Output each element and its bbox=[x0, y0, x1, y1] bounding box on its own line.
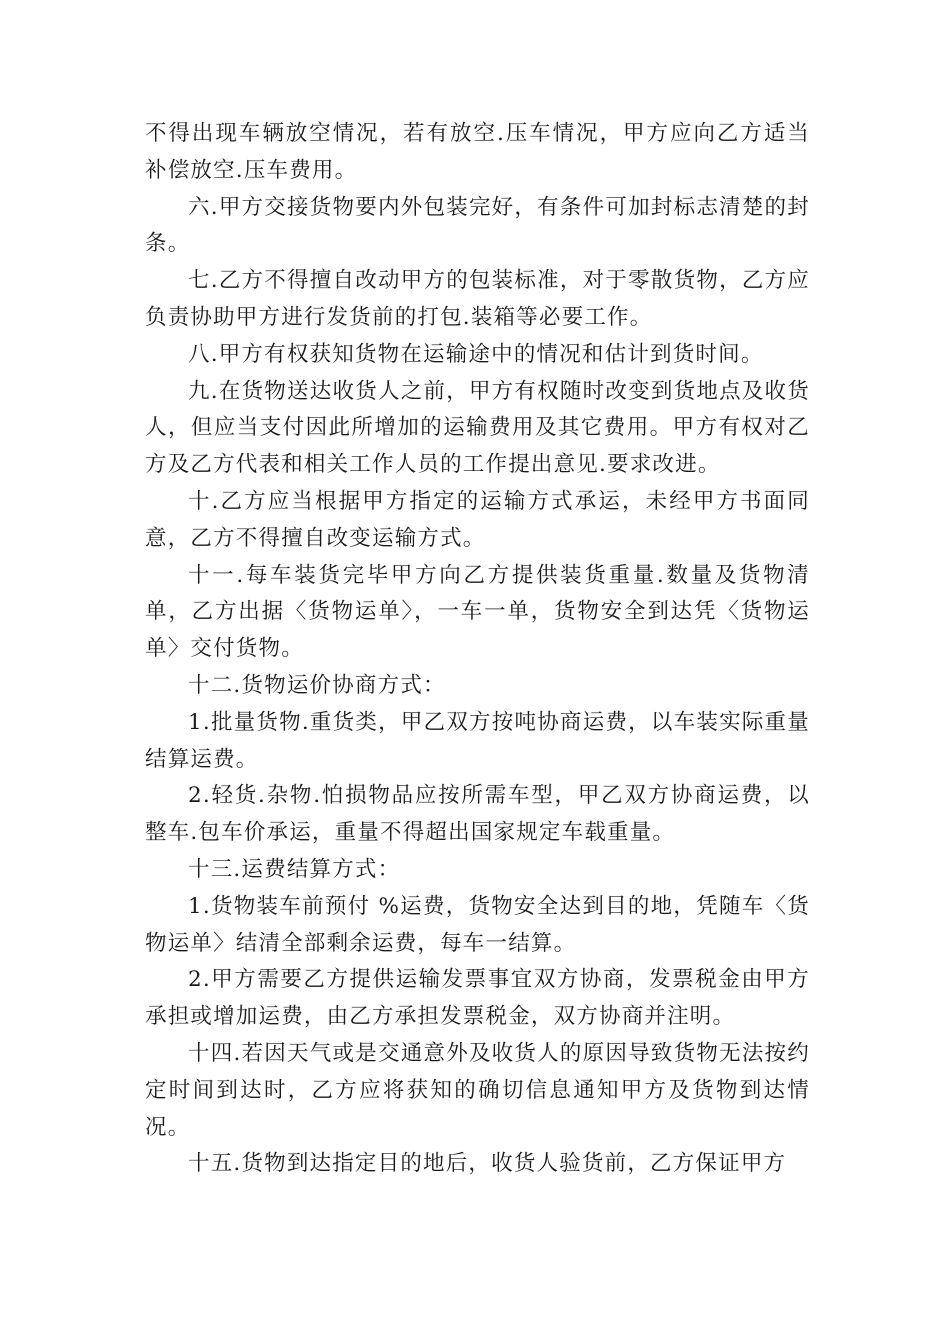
paragraph-clause-12-heading: 十二.货物运价协商方式： bbox=[188, 672, 446, 698]
paragraph-clause-15: 十五.货物到达指定目的地后，收货人验货前，乙方保证甲方 bbox=[188, 1151, 787, 1177]
paragraph-clause-11: 十一.每车装货完毕甲方向乙方提供装货重量.数量及货物清单，乙方出据〈货物运单〉，一车一单，货物安全到达凭〈货物运单〉交付货物。 bbox=[145, 562, 810, 662]
paragraph-clause-12-item-1: 1.批量货物.重货类，甲乙双方按吨协商运费，以车装实际重量结算运费。 bbox=[145, 709, 810, 772]
paragraph-clause-7: 七.乙方不得擅自改动甲方的包装标准，对于零散货物，乙方应负责协助甲方进行发货前的打包.装箱等必要工作。 bbox=[145, 268, 810, 330]
paragraph-clause-13-heading: 十三.运费结算方式： bbox=[188, 856, 401, 882]
document-body bbox=[145, 116, 810, 1183]
paragraph-clause-14: 十四.若因天气或是交通意外及收货人的原因导致货物无法按约定时间到达时，乙方应将获知的确切信息通知甲方及货物到达情况。 bbox=[145, 1040, 810, 1140]
paragraph-clause-8: 八.甲方有权获知货物在运输途中的情况和估计到货时间。 bbox=[188, 341, 764, 367]
paragraph-clause-9: 九.在货物送达收货人之前，甲方有权随时改变到货地点及收货人，但应当支付因此所增加的运输费用及其它费用。甲方有权对乙方及乙方代表和相关工作人员的工作提出意见.要求改进。 bbox=[145, 378, 810, 478]
paragraph-clause-10: 十.乙方应当根据甲方指定的运输方式承运，未经甲方书面同意，乙方不得擅自改变运输方式。 bbox=[145, 488, 810, 551]
paragraph-clause-13-item-1: 1.货物装车前预付 %运费，货物安全达到目的地，凭随车〈货物运单〉结清全部剩余运费，每车一结算。 bbox=[145, 893, 810, 956]
paragraph-compensation: 不得出现车辆放空情况，若有放空.压车情况，甲方应向乙方适当补偿放空.压车费用。 bbox=[145, 121, 810, 183]
paragraph-clause-6: 六.甲方交接货物要内外包装完好，有条件可加封标志清楚的封条。 bbox=[145, 194, 810, 257]
paragraph-clause-13-item-2: 2.甲方需要乙方提供运输发票事宜双方协商，发票税金由甲方承担或增加运费，由乙方承担发票税金，双方协商并注明。 bbox=[145, 967, 810, 1030]
paragraph-clause-12-item-2: 2.轻货.杂物.怕损物品应按所需车型，甲乙双方协商运费，以整车.包车价承运，重量不得超出国家规定车载重量。 bbox=[145, 783, 810, 846]
